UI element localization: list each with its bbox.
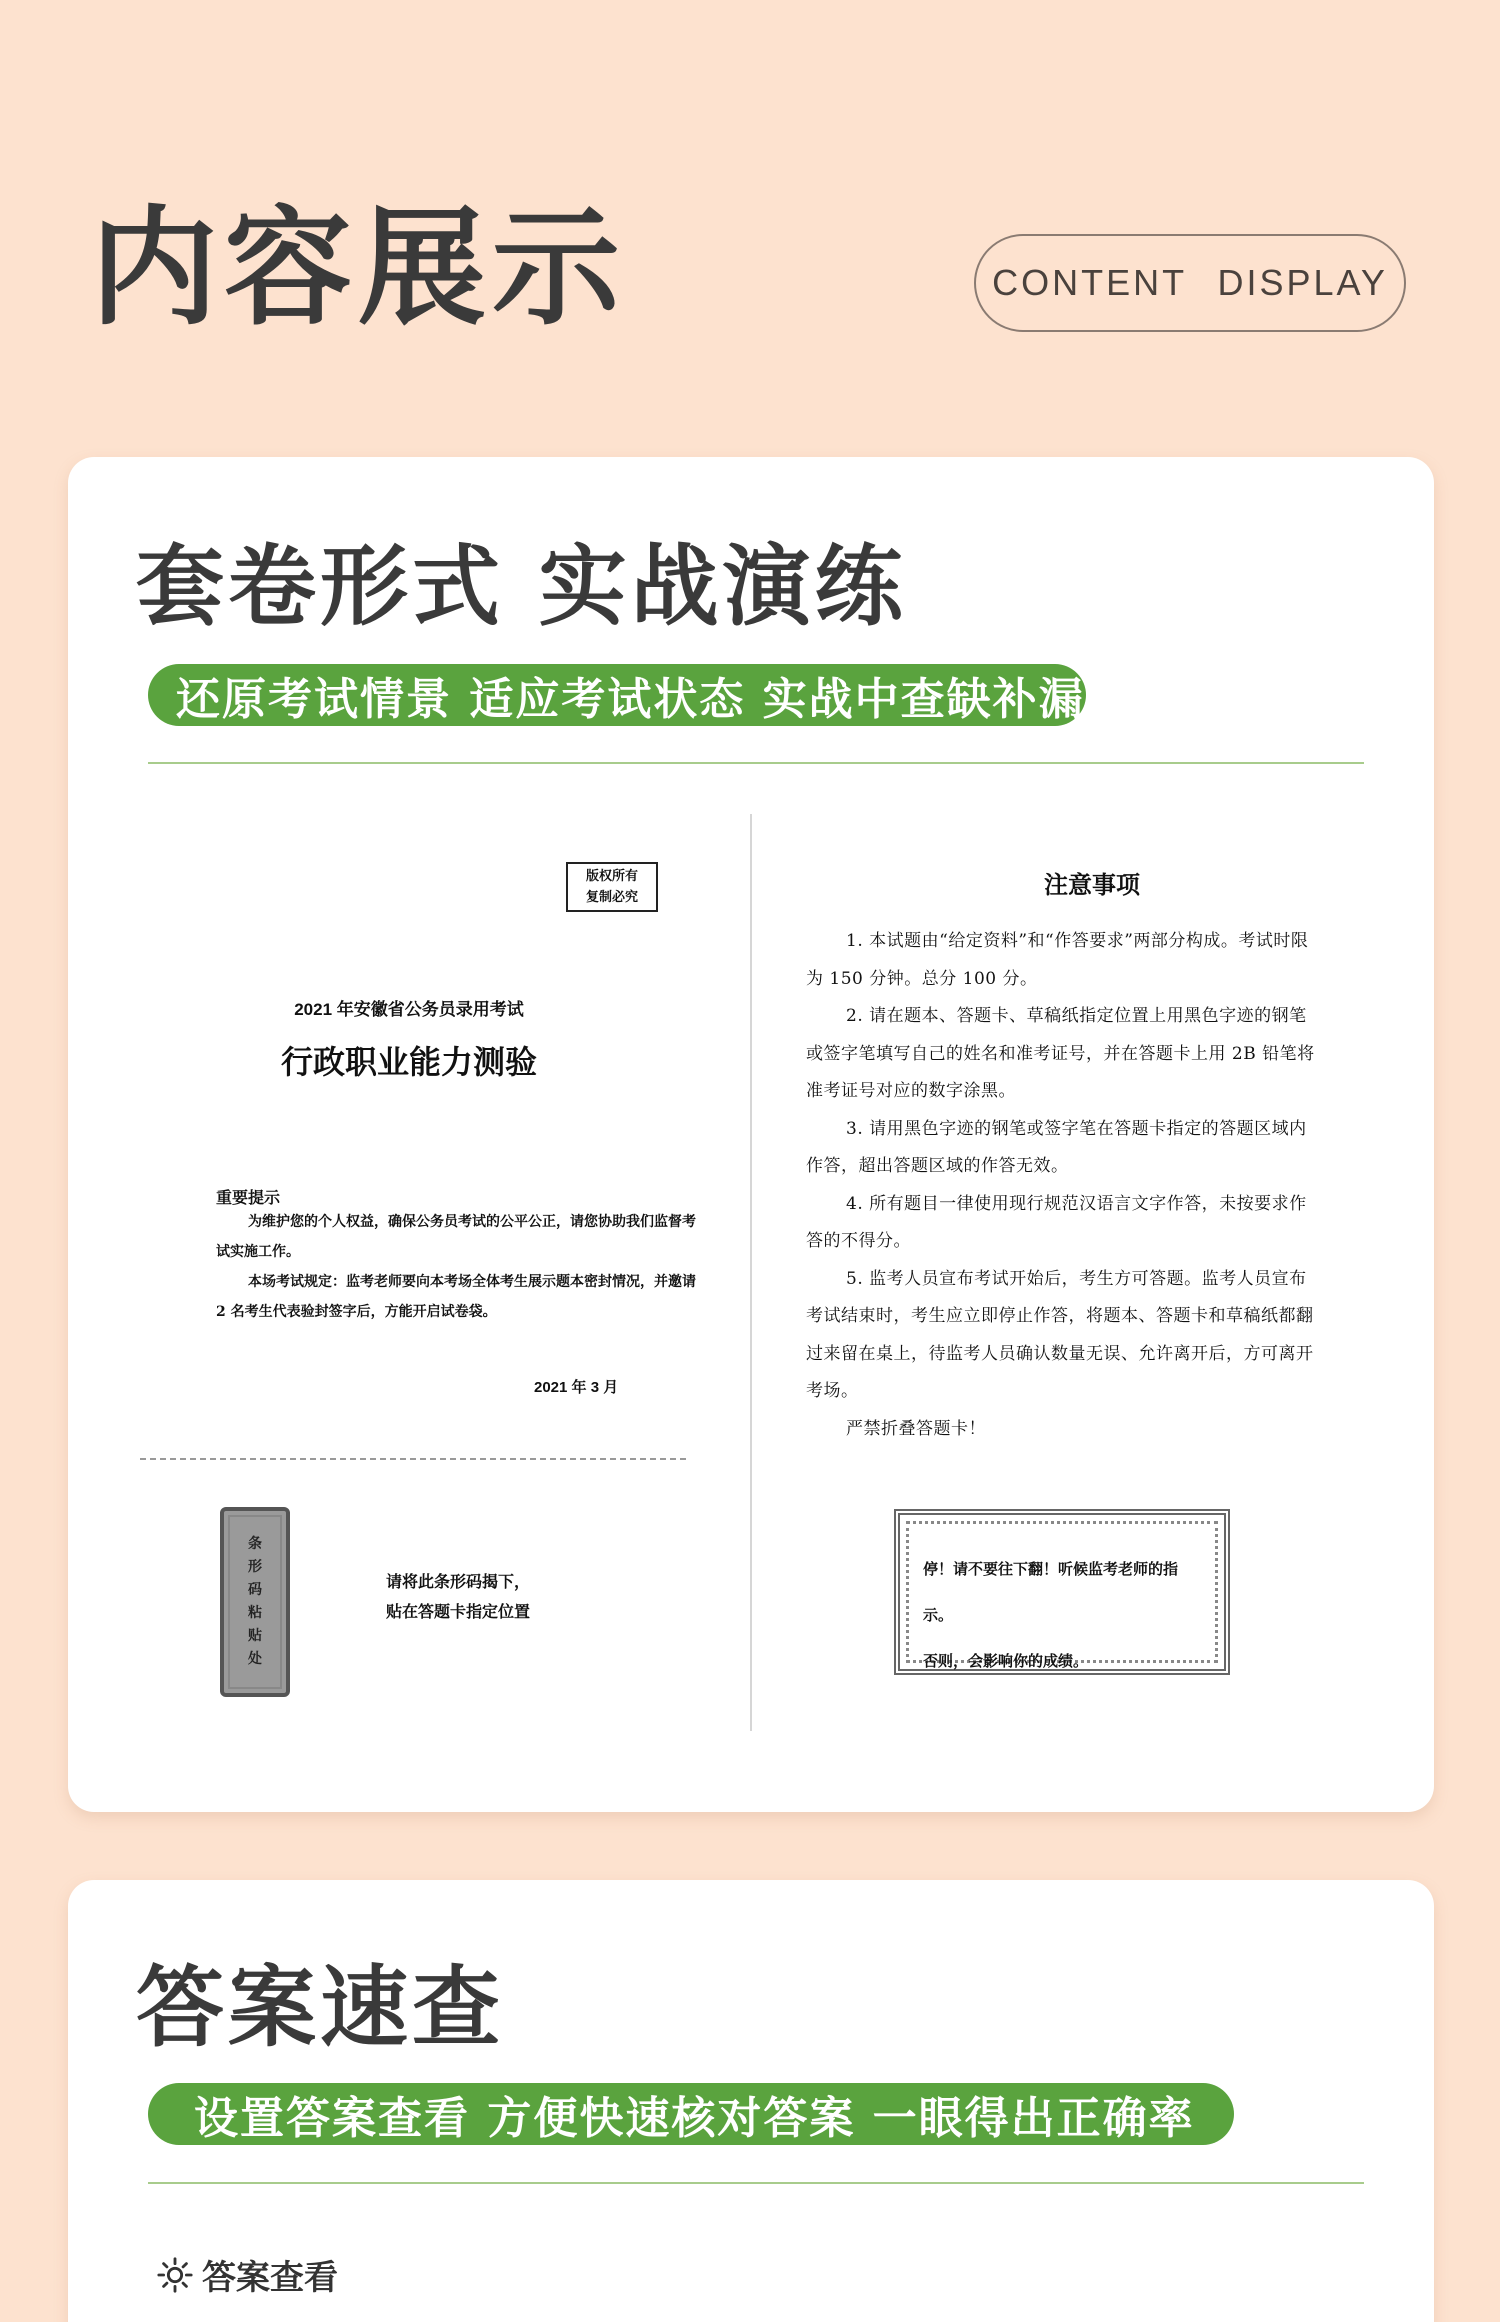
notice-item: 4. 所有题目一律使用现行规范汉语言文字作答，未按要求作答的不得分。 bbox=[806, 1193, 1307, 1251]
copyright-line: 版权所有 bbox=[585, 869, 638, 884]
warning-line: 否则，会影响你的成绩。 bbox=[923, 1652, 1089, 1670]
barcode-char: 处 bbox=[248, 1651, 262, 1667]
content-display-pill: CONTENT DISPLAY bbox=[974, 234, 1406, 332]
answer-view-label: 答案查看 bbox=[202, 2258, 338, 2298]
answer-lookup-card bbox=[68, 1880, 1434, 2322]
important-label: 重要提示 bbox=[216, 1188, 281, 1207]
notice-item: 1. 本试题由“给定资料”和“作答要求”两部分构成。考试时限为 150 分钟。总分 100 分。 bbox=[806, 931, 1309, 989]
important-paragraph: 为维护您的个人权益，确保公务员考试的公平公正，请您协助我们监督考试实施工作。 bbox=[216, 1214, 696, 1260]
divider bbox=[148, 2182, 1364, 2184]
notice-list bbox=[806, 923, 1324, 1448]
notice-item: 严禁折叠答题卡！ bbox=[846, 1418, 986, 1439]
notice-item: 5. 监考人员宣布考试开始后，考生方可答题。监考人员宣布考试结束时，考生应立即停止作答，将题本、答题卡和草稿纸都翻过来留在桌上，待监考人员确认数量无误、允许离开后，方可离开考场。 bbox=[806, 1268, 1314, 1401]
answer-view-row bbox=[156, 2250, 338, 2299]
important-paragraph: 本场考试规定：监考老师要向本考场全体考生展示题本密封情况，并邀请 2 名考生代表验封签字后，方能开启试卷袋。 bbox=[216, 1274, 696, 1320]
exam-title: 行政职业能力测验 bbox=[280, 1043, 537, 1081]
barcode-char: 码 bbox=[248, 1582, 262, 1598]
sun-icon bbox=[156, 2256, 194, 2294]
copyright-line: 复制必究 bbox=[585, 890, 638, 905]
section-title: 答案速查 bbox=[136, 1956, 505, 2059]
page-divider bbox=[750, 814, 752, 1731]
copyright-stamp bbox=[566, 862, 658, 912]
notice-item: 3. 请用黑色字迹的钢笔或签字笔在答题卡指定的答题区域内作答，超出答题区域的作答无效。 bbox=[806, 1118, 1307, 1176]
barcode-char: 形 bbox=[248, 1559, 262, 1575]
barcode-hint: 请将此条形码揭下， bbox=[386, 1572, 531, 1591]
warning-box bbox=[894, 1509, 1230, 1675]
exam-format-card bbox=[68, 457, 1434, 1812]
page-header-title: 内容展示 bbox=[90, 194, 627, 343]
barcode-char: 粘 bbox=[248, 1605, 262, 1621]
notice-title: 注意事项 bbox=[1044, 870, 1140, 899]
barcode-char: 贴 bbox=[248, 1628, 262, 1644]
exam-date: 2021 年 3 月 bbox=[534, 1379, 619, 1396]
warning-inner bbox=[906, 1521, 1218, 1670]
barcode-sticker-area bbox=[220, 1507, 290, 1697]
cut-line bbox=[140, 1458, 686, 1460]
exam-subtitle: 2021 年安徽省公务员录用考试 bbox=[294, 1000, 524, 1019]
section-tagline: 还原考试情景 适应考试状态 实战中查缺补漏 bbox=[148, 664, 1086, 726]
divider bbox=[148, 762, 1364, 764]
barcode-hint: 贴在答题卡指定位置 bbox=[386, 1602, 531, 1621]
section-tagline: 设置答案查看 方便快速核对答案 一眼得出正确率 bbox=[148, 2083, 1234, 2145]
warning-line: 停！请不要往下翻！听候监考老师的指示。 bbox=[923, 1560, 1179, 1624]
section-title: 套卷形式 实战演练 bbox=[136, 535, 907, 638]
barcode-char: 条 bbox=[248, 1536, 262, 1552]
notice-item: 2. 请在题本、答题卡、草稿纸指定位置上用黑色字迹的钢笔或签字笔填写自己的姓名和准考证号，并在答题卡上用 2B 铅笔将准考证号对应的数字涂黑。 bbox=[806, 1006, 1315, 1101]
